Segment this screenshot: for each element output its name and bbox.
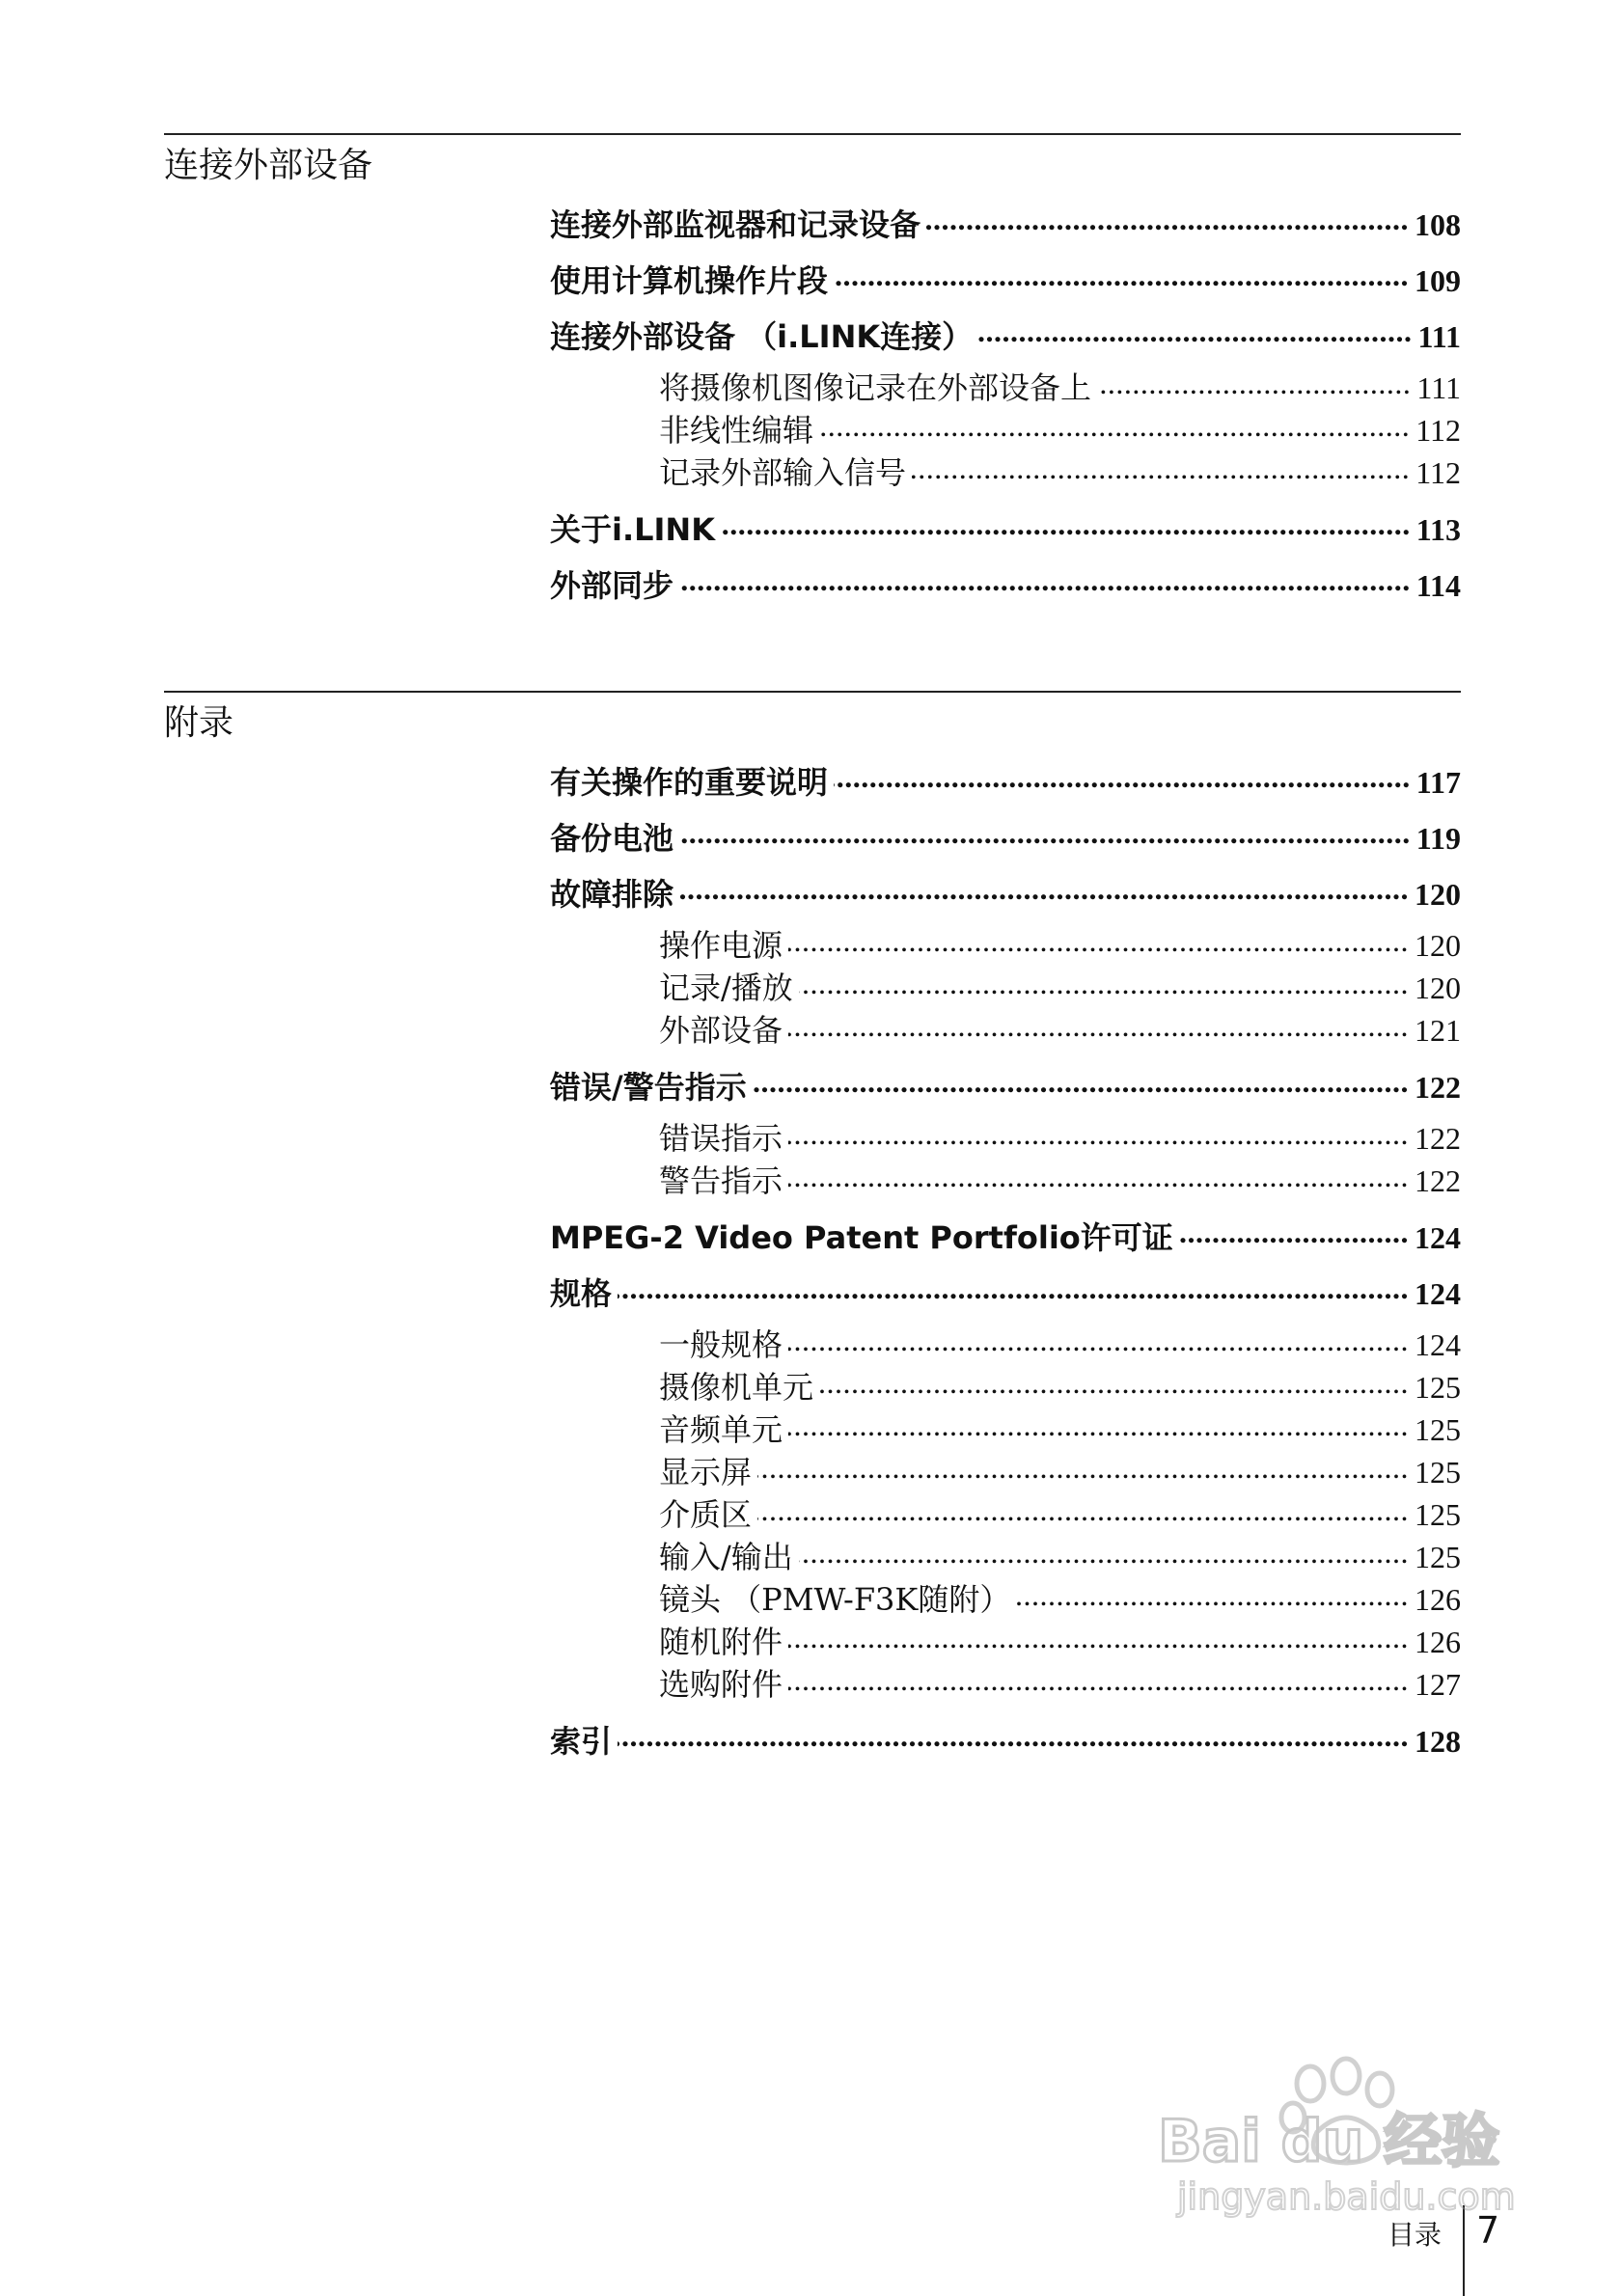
section-rule xyxy=(164,691,1461,693)
toc-entry[interactable] xyxy=(659,1451,1461,1493)
dot-leader xyxy=(618,1721,1409,1752)
toc-entry[interactable] xyxy=(659,1663,1461,1706)
toc-entry-label: 输入/输出 xyxy=(659,1539,793,1575)
toc-entry-page: 109 xyxy=(1415,263,1461,298)
toc-entry-page: 111 xyxy=(1416,370,1461,405)
toc-entry-page: 125 xyxy=(1415,1540,1461,1574)
toc-entry[interactable] xyxy=(659,409,1461,451)
toc-entry-label: 错误指示 xyxy=(659,1120,783,1157)
toc-entry-page: 127 xyxy=(1415,1667,1461,1702)
toc-entry-label: 一般规格 xyxy=(659,1326,783,1363)
dot-leader xyxy=(757,1452,1409,1483)
toc-entry-page: 125 xyxy=(1415,1370,1461,1405)
toc-entry-label: 镜头 （PMW-F3K随附） xyxy=(659,1581,1011,1618)
dot-leader xyxy=(757,1494,1409,1525)
toc-entry-label: 使用计算机操作片段 xyxy=(550,262,829,299)
toc-entry-label: 将摄像机图像记录在外部设备上 xyxy=(659,369,1092,406)
toc-entry-label: 介质区 xyxy=(659,1496,753,1533)
toc-entry[interactable] xyxy=(550,816,1461,861)
toc-entry[interactable] xyxy=(550,1719,1461,1763)
dot-leader xyxy=(679,818,1411,849)
dot-leader xyxy=(788,1622,1409,1653)
toc-entry[interactable] xyxy=(550,563,1461,608)
toc-entry-label: 外部设备 xyxy=(659,1012,783,1049)
dot-leader xyxy=(788,1409,1409,1440)
toc-entry-label: 非线性编辑 xyxy=(659,412,814,449)
toc-entry-page: 108 xyxy=(1415,207,1461,242)
dot-leader xyxy=(1097,368,1411,398)
dot-leader xyxy=(721,509,1411,540)
toc-entry[interactable] xyxy=(550,1271,1461,1316)
toc-entry-page: 125 xyxy=(1415,1455,1461,1490)
toc-entry[interactable] xyxy=(550,203,1461,247)
toc-entry-label: 规格 xyxy=(550,1275,613,1312)
toc-entry[interactable] xyxy=(550,314,1461,359)
dot-leader xyxy=(834,260,1409,291)
toc-entry[interactable] xyxy=(659,1160,1461,1202)
toc-entry-page: 120 xyxy=(1415,928,1461,963)
toc-entry-page: 122 xyxy=(1415,1121,1461,1156)
watermark-url: jingyan.baidu.com xyxy=(1177,2175,1516,2218)
toc-entry-label: 错误/警告指示 xyxy=(550,1069,747,1106)
toc-entry-page: 125 xyxy=(1415,1497,1461,1532)
toc-entry-label: 记录外部输入信号 xyxy=(659,454,907,491)
dot-leader xyxy=(799,968,1409,998)
toc-entry[interactable] xyxy=(659,1578,1461,1621)
toc-entry-page: 114 xyxy=(1415,568,1461,603)
dot-leader xyxy=(819,1367,1409,1398)
toc-entry-label: 随机附件 xyxy=(659,1624,783,1660)
toc-entry-page: 117 xyxy=(1415,765,1461,800)
toc-entry[interactable] xyxy=(659,1536,1461,1578)
baidu-watermark xyxy=(1148,2055,1534,2219)
toc-entry[interactable] xyxy=(550,760,1461,805)
dot-leader xyxy=(788,1325,1409,1355)
toc-entry-label: 音频单元 xyxy=(659,1411,783,1448)
toc-entry-page: 122 xyxy=(1415,1070,1461,1105)
toc-entry-label: MPEG-2 Video Patent Portfolio许可证 xyxy=(550,1219,1173,1256)
toc-entry[interactable] xyxy=(659,367,1461,409)
dot-leader xyxy=(799,1537,1409,1568)
toc-entry-label: 摄像机单元 xyxy=(659,1369,814,1406)
toc-entry-label: 显示屏 xyxy=(659,1454,753,1490)
toc-entry-page: 120 xyxy=(1415,877,1461,912)
toc-entry[interactable] xyxy=(659,1621,1461,1663)
toc-entry[interactable] xyxy=(659,1009,1461,1052)
toc-entry[interactable] xyxy=(659,1117,1461,1160)
toc-entry[interactable] xyxy=(659,1366,1461,1408)
toc-entry-label: 记录/播放 xyxy=(659,970,793,1006)
toc-entry-page: 124 xyxy=(1415,1327,1461,1362)
toc-entry-label: 外部同步 xyxy=(550,567,674,604)
dot-leader xyxy=(679,565,1411,596)
dot-leader xyxy=(912,452,1410,483)
section-title: 连接外部设备 xyxy=(164,146,373,185)
toc-entry-page: 128 xyxy=(1415,1724,1461,1759)
dot-leader xyxy=(834,762,1411,793)
dot-leader xyxy=(618,1273,1409,1304)
toc-entry-page: 126 xyxy=(1415,1582,1461,1617)
toc-entry-label: 选购附件 xyxy=(659,1666,783,1703)
toc-entry-label: 连接外部设备 （i.LINK连接） xyxy=(550,318,974,355)
toc-entry-page: 122 xyxy=(1415,1163,1461,1198)
page-number: 7 xyxy=(1476,2209,1500,2252)
toc-entry[interactable] xyxy=(550,872,1461,916)
toc-entry-page: 126 xyxy=(1415,1625,1461,1659)
toc-entry-label: 故障排除 xyxy=(550,876,674,913)
toc-entry[interactable] xyxy=(550,1065,1461,1109)
toc-entry[interactable] xyxy=(659,1324,1461,1366)
dot-leader xyxy=(1179,1217,1409,1248)
toc-entry-label: 有关操作的重要说明 xyxy=(550,764,829,801)
dot-leader xyxy=(1016,1579,1409,1610)
section-external-devices xyxy=(164,133,1461,187)
dot-leader xyxy=(788,925,1409,956)
toc-entry-label: 备份电池 xyxy=(550,820,674,857)
toc-entry-page: 113 xyxy=(1415,512,1461,547)
toc-entry-label: 警告指示 xyxy=(659,1162,783,1199)
dot-leader xyxy=(788,1118,1409,1149)
toc-entry-label: 关于i.LINK xyxy=(550,511,716,548)
toc-entry[interactable] xyxy=(550,259,1461,303)
dot-leader xyxy=(788,1161,1409,1191)
toc-entry-page: 119 xyxy=(1415,821,1461,856)
dot-leader xyxy=(978,316,1412,347)
toc-entry[interactable] xyxy=(550,507,1461,552)
toc-entry[interactable] xyxy=(550,1216,1461,1260)
toc-entry-page: 112 xyxy=(1415,455,1461,490)
toc-entry-page: 125 xyxy=(1415,1412,1461,1447)
footer-label: 目录 xyxy=(1387,2219,1442,2251)
toc-entry-label: 索引 xyxy=(550,1723,613,1760)
footer-divider xyxy=(1463,2205,1465,2296)
toc-entry-page: 121 xyxy=(1415,1013,1461,1048)
section-rule xyxy=(164,133,1461,135)
section-appendix xyxy=(164,691,1461,745)
dot-leader xyxy=(819,410,1410,441)
toc-entry[interactable] xyxy=(659,924,1461,967)
toc-entry-label: 操作电源 xyxy=(659,927,783,964)
toc-entry-page: 112 xyxy=(1415,413,1461,448)
toc-entry-page: 124 xyxy=(1415,1276,1461,1311)
toc-entry[interactable] xyxy=(659,1408,1461,1451)
toc-entry-page: 111 xyxy=(1417,319,1461,354)
section-title: 附录 xyxy=(164,703,234,743)
dot-leader xyxy=(679,874,1409,905)
dot-leader xyxy=(788,1664,1409,1695)
toc-entry[interactable] xyxy=(659,451,1461,494)
toc-entry-page: 120 xyxy=(1415,970,1461,1005)
toc-entry-page: 124 xyxy=(1415,1220,1461,1255)
dot-leader xyxy=(788,1010,1409,1041)
toc-entry[interactable] xyxy=(659,1493,1461,1536)
dot-leader xyxy=(926,205,1409,235)
toc-entry-label: 连接外部监视器和记录设备 xyxy=(550,206,921,243)
dot-leader xyxy=(753,1067,1409,1098)
toc-entry[interactable] xyxy=(659,967,1461,1009)
watermark-brand: Bai du 经验 xyxy=(1158,2108,1500,2175)
